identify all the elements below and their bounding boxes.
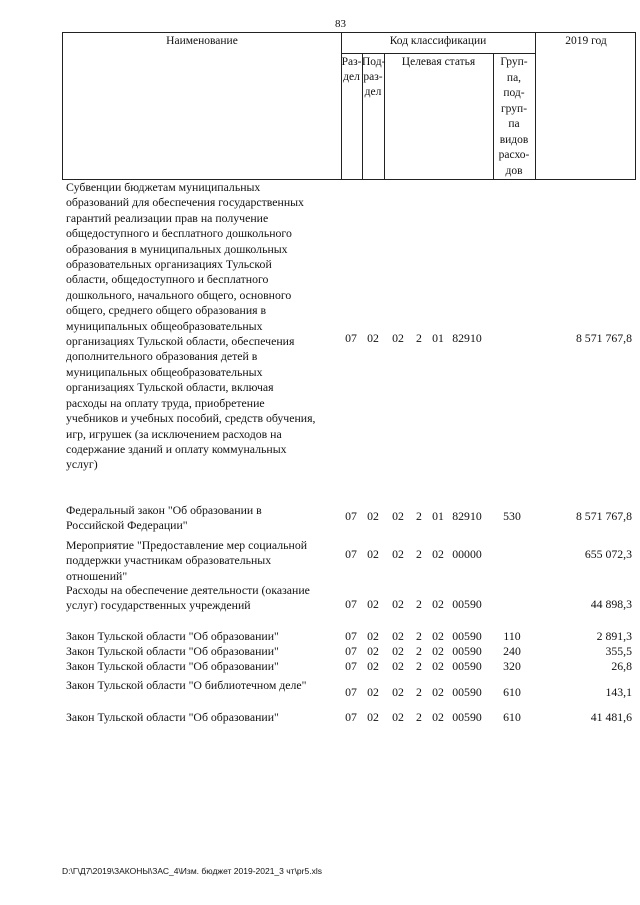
code-podrazdel: 02 xyxy=(367,331,379,345)
code-c4: 82910 xyxy=(452,331,482,345)
code-c2: 2 xyxy=(416,710,422,724)
code-razdel: 07 xyxy=(345,685,357,699)
code-podrazdel: 02 xyxy=(367,629,379,643)
code-vid: 530 xyxy=(503,509,521,523)
code-c4: 00590 xyxy=(452,659,482,673)
row-name-line: Закон Тульской области "Об образовании" xyxy=(66,629,279,643)
code-c1: 02 xyxy=(392,659,404,673)
header-code-group: Код классификации xyxy=(389,35,487,47)
code-c2: 2 xyxy=(416,331,422,345)
amount: 355,5 xyxy=(605,644,632,658)
code-c3: 02 xyxy=(432,547,444,561)
row-name-line: Мероприятие "Предоставление мер социальной xyxy=(66,538,308,552)
header-name: Наименование xyxy=(166,35,238,47)
code-podrazdel: 02 xyxy=(367,659,379,673)
code-vid: 610 xyxy=(503,685,521,699)
amount: 8 571 767,8 xyxy=(575,331,632,345)
row-name xyxy=(66,678,341,693)
row-name-line: общего, среднего общего образования в xyxy=(66,303,267,318)
code-c2: 2 xyxy=(416,659,422,673)
code-podrazdel: 02 xyxy=(367,597,379,611)
row-name-line: Расходы на обеспечение деятельности (оказание xyxy=(66,583,310,597)
row-name-line: услуг) xyxy=(66,457,98,472)
row-name-line: образования в муниципальных дошкольных xyxy=(66,241,288,256)
table-header xyxy=(62,32,636,180)
header-group: Груп- па, под- груп- па видов расхо- дов xyxy=(498,56,530,177)
row-name-line: муниципальных общеобразовательных xyxy=(66,318,263,333)
row-name-line: организациях Тульской области, обеспечения xyxy=(66,334,295,349)
row-name xyxy=(66,710,341,725)
row-name-line: Федеральный закон "Об образовании в xyxy=(66,503,262,517)
code-c4: 00590 xyxy=(452,629,482,643)
code-podrazdel: 02 xyxy=(367,644,379,658)
row-name-line: дополнительного образования детей в xyxy=(66,349,258,364)
header-subsection: Под- раз- дел xyxy=(362,56,386,98)
row-name xyxy=(66,583,341,614)
row-name-line: отношений" xyxy=(66,568,128,583)
code-c2: 2 xyxy=(416,597,422,611)
amount: 143,1 xyxy=(605,685,632,699)
code-c2: 2 xyxy=(416,547,422,561)
file-path: D:\Г\Д7\2019\ЗАКОНЫ\ЗАС_4\Изм. бюджет 2019-2021_3 чт\pr5.xls xyxy=(62,866,322,876)
row-name-line: Закон Тульской области "Об образовании" xyxy=(66,710,279,724)
row-name xyxy=(66,659,341,674)
row-name-line: поддержки участникам образовательных xyxy=(66,553,272,568)
code-c1: 02 xyxy=(392,685,404,699)
row-name-line: гарантий реализации прав на получение xyxy=(66,210,269,225)
row-name-line: Субвенции бюджетам муниципальных xyxy=(66,180,261,194)
row-name-line: образовательных организациях Тульской xyxy=(66,257,272,272)
row-name-line: дошкольного, начального общего, основного xyxy=(66,287,292,302)
row-name-line: Закон Тульской области "О библиотечном деле" xyxy=(66,678,307,692)
code-c4: 00590 xyxy=(452,644,482,658)
row-name-line: учебников и учебных пособий, средств обучения, xyxy=(66,411,316,426)
row-name-line: образований для обеспечения государственных xyxy=(66,195,304,210)
header-target: Целевая статья xyxy=(401,56,476,68)
code-c3: 02 xyxy=(432,644,444,658)
code-c1: 02 xyxy=(392,629,404,643)
code-razdel: 07 xyxy=(345,509,357,523)
row-name-line: организациях Тульской области, включая xyxy=(66,380,274,395)
code-vid: 610 xyxy=(503,710,521,724)
code-razdel: 07 xyxy=(345,331,357,345)
row-name xyxy=(66,503,341,534)
row-name-line: расходы на оплату труда, приобретение xyxy=(66,395,265,410)
code-razdel: 07 xyxy=(345,644,357,658)
code-c2: 2 xyxy=(416,685,422,699)
code-c4: 82910 xyxy=(452,509,482,523)
code-c4: 00590 xyxy=(452,597,482,611)
code-c3: 02 xyxy=(432,597,444,611)
code-c1: 02 xyxy=(392,509,404,523)
amount: 2 891,3 xyxy=(596,629,632,643)
page-number: 83 xyxy=(335,18,346,30)
code-c4: 00590 xyxy=(452,685,482,699)
row-name xyxy=(66,644,341,659)
code-razdel: 07 xyxy=(345,710,357,724)
code-razdel: 07 xyxy=(345,629,357,643)
code-c3: 02 xyxy=(432,710,444,724)
row-name-line: Закон Тульской области "Об образовании" xyxy=(66,644,279,658)
amount: 655 072,3 xyxy=(584,547,632,561)
amount: 8 571 767,8 xyxy=(575,509,632,523)
code-c2: 2 xyxy=(416,644,422,658)
code-c4: 00590 xyxy=(452,710,482,724)
row-name-line: Закон Тульской области "Об образовании" xyxy=(66,659,279,673)
code-vid: 320 xyxy=(503,659,521,673)
code-c3: 02 xyxy=(432,629,444,643)
code-c2: 2 xyxy=(416,629,422,643)
amount: 44 898,3 xyxy=(590,597,632,611)
code-podrazdel: 02 xyxy=(367,685,379,699)
code-c3: 01 xyxy=(432,509,444,523)
amount: 26,8 xyxy=(611,659,632,673)
row-name-line: муниципальных общеобразовательных xyxy=(66,364,263,379)
header-year: 2019 год xyxy=(565,35,607,47)
row-name-line: услуг) государственных учреждений xyxy=(66,598,251,613)
code-podrazdel: 02 xyxy=(367,509,379,523)
code-razdel: 07 xyxy=(345,597,357,611)
code-c1: 02 xyxy=(392,547,404,561)
header-section: Раз- дел xyxy=(341,56,362,83)
code-c3: 02 xyxy=(432,685,444,699)
row-name-line: содержание зданий и оплату коммунальных xyxy=(66,441,287,456)
code-c4: 00000 xyxy=(452,547,482,561)
row-name xyxy=(66,629,341,644)
code-vid: 240 xyxy=(503,644,521,658)
row-name-line: области, общедоступного и бесплатного xyxy=(66,272,269,287)
code-c1: 02 xyxy=(392,710,404,724)
code-c2: 2 xyxy=(416,509,422,523)
code-c3: 01 xyxy=(432,331,444,345)
row-name xyxy=(66,180,341,473)
code-razdel: 07 xyxy=(345,547,357,561)
code-vid: 110 xyxy=(503,629,521,643)
row-name-line: общедоступного и бесплатного дошкольного xyxy=(66,226,292,241)
code-podrazdel: 02 xyxy=(367,547,379,561)
code-c1: 02 xyxy=(392,331,404,345)
row-name-line: Российской Федерации" xyxy=(66,518,188,533)
code-c1: 02 xyxy=(392,644,404,658)
row-name xyxy=(66,538,341,584)
code-c1: 02 xyxy=(392,597,404,611)
row-name-line: игр, игрушек (за исключением расходов на xyxy=(66,426,282,441)
amount: 41 481,6 xyxy=(590,710,632,724)
code-razdel: 07 xyxy=(345,659,357,673)
code-podrazdel: 02 xyxy=(367,710,379,724)
code-c3: 02 xyxy=(432,659,444,673)
